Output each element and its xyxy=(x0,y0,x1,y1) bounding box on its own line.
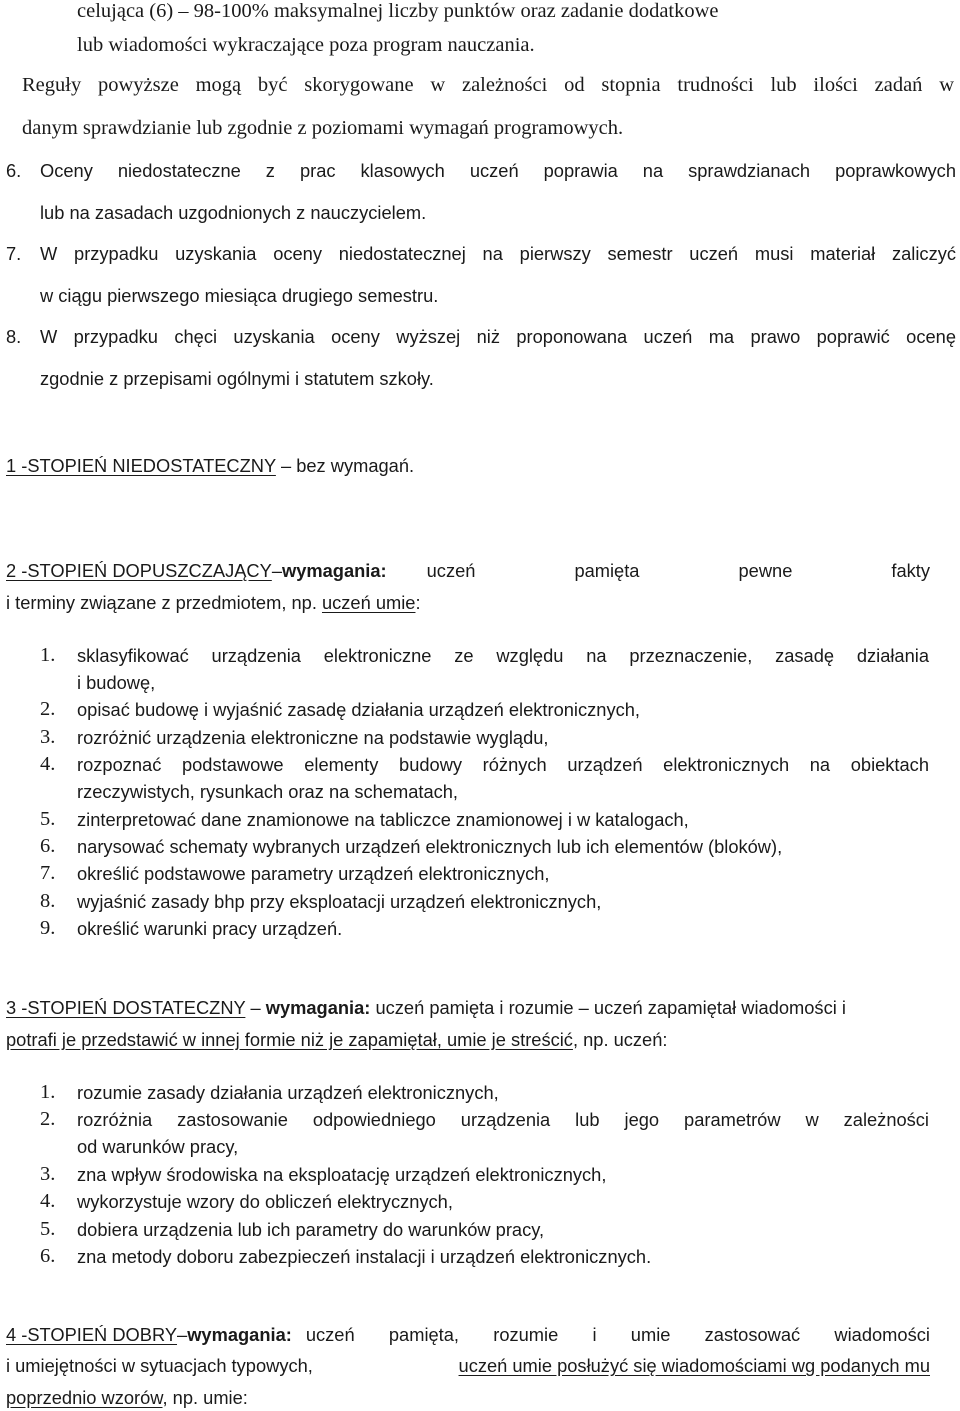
grade-3-title: 3 -STOPIEŃ DOSTATECZNY xyxy=(6,997,246,1018)
rule-number: 8. xyxy=(6,326,22,347)
word: zastosować xyxy=(704,1324,801,1345)
list-item: rozróżnia zastosowanie odpowiedniego urządzenia lub jego parametrów w zależności xyxy=(77,1109,929,1130)
text: : xyxy=(415,592,421,613)
list-number: 2. xyxy=(40,1108,56,1130)
word: uczeń xyxy=(426,560,476,581)
list-item: wykorzystuje wzory do obliczeń elektrycznych, xyxy=(77,1191,453,1212)
list-item: opisać budowę i wyjaśnić zasadę działania urządzeń elektronicznych, xyxy=(77,699,640,720)
text-line: lub wiadomości wykraczające poza program nauczania. xyxy=(77,34,535,56)
list-number: 4. xyxy=(40,753,56,775)
word: pewne xyxy=(738,560,793,581)
dash: – xyxy=(177,1324,188,1345)
grade-1-title: 1 -STOPIEŃ NIEDOSTATECZNY xyxy=(6,455,276,476)
text: , np. uczeń: xyxy=(572,1029,668,1050)
list-item: dobiera urządzenia lub ich parametry do warunków pracy, xyxy=(77,1219,545,1240)
list-number: 3. xyxy=(40,726,56,748)
word: rozumie xyxy=(493,1324,559,1345)
list-item: rozróżnić urządzenia elektroniczne na podstawie wyglądu, xyxy=(77,727,549,748)
grade-2-intro-line2 xyxy=(6,592,421,614)
grade-4-intro-line3 xyxy=(6,1387,248,1409)
text-underlined: uczeń umie posłużyć się wiadomościami wg podanych mu xyxy=(458,1355,930,1376)
rule-text: lub na zasadach uzgodnionych z nauczycielem. xyxy=(40,202,427,223)
list-number: 3. xyxy=(40,1163,56,1185)
dash: – xyxy=(245,997,266,1018)
list-number: 1. xyxy=(40,644,56,666)
word: wiadomości xyxy=(834,1324,930,1345)
list-item: rozumie zasady działania urządzeń elektronicznych, xyxy=(77,1082,499,1103)
list-item: rozpoznać podstawowe elementy budowy różnych urządzeń elektronicznych na obiektach xyxy=(77,754,929,775)
rule-text: Oceny niedostateczne z prac klasowych uczeń poprawia na sprawdzianach poprawkowych xyxy=(40,160,956,181)
text: i umiejętności w sytuacjach typowych, xyxy=(6,1355,313,1376)
list-number: 6. xyxy=(40,835,56,857)
grade-3-heading xyxy=(6,997,846,1019)
list-item: określić podstawowe parametry urządzeń elektronicznych, xyxy=(77,863,550,884)
text: , np. umie: xyxy=(162,1387,248,1408)
grade-1-heading xyxy=(6,455,414,477)
list-item: zna wpływ środowiska na eksploatację urządzeń elektronicznych, xyxy=(77,1164,607,1185)
list-item: od warunków pracy, xyxy=(77,1136,239,1157)
list-number: 4. xyxy=(40,1190,56,1212)
rule-text: w ciągu pierwszego miesiąca drugiego semestru. xyxy=(40,285,439,306)
list-number: 5. xyxy=(40,808,56,830)
list-item: narysować schematy wybranych urządzeń elektronicznych lub ich elementów (bloków), xyxy=(77,836,783,857)
list-number: 5. xyxy=(40,1218,56,1240)
requirements-label: wymagania: xyxy=(265,997,371,1018)
word: fakty xyxy=(891,560,930,581)
rule-text: W przypadku uzyskania oceny niedostatecznej na pierwszy semestr uczeń musi materiał zaliczyć xyxy=(40,243,956,264)
list-number: 6. xyxy=(40,1245,56,1267)
requirements-label: wymagania: xyxy=(187,1324,292,1345)
list-number: 7. xyxy=(40,862,56,884)
word: umie xyxy=(630,1324,671,1345)
list-number: 9. xyxy=(40,917,56,939)
word: i xyxy=(592,1324,597,1345)
grade-2-heading xyxy=(6,560,930,582)
list-number: 1. xyxy=(40,1081,56,1103)
text: i terminy związane z przedmiotem, np. xyxy=(6,592,322,613)
grade-1-rest: – bez wymagań. xyxy=(275,455,415,476)
grade-4-intro-line2 xyxy=(6,1355,930,1377)
list-item: rzeczywistych, rysunkach oraz na schematach, xyxy=(77,781,459,802)
text-line: danym sprawdzianie lub zgodnie z poziomami wymagań programowych. xyxy=(22,117,624,139)
text-underlined: potrafi je przedstawić w innej formie niż je zapamiętał, umie je streścić xyxy=(6,1029,573,1050)
grade-2-intro xyxy=(427,560,930,582)
list-item: i budowę, xyxy=(77,672,156,693)
grade-3-intro: uczeń pamięta i rozumie – uczeń zapamiętał wiadomości i xyxy=(370,997,846,1018)
requirements-label: wymagania: xyxy=(281,560,387,581)
list-item: zna metody doboru zabezpieczeń instalacji i urządzeń elektronicznych. xyxy=(77,1246,652,1267)
rule-number: 7. xyxy=(6,243,22,264)
grade-2-title: 2 -STOPIEŃ DOPUSZCZAJĄCY xyxy=(6,560,272,581)
word: pamięta, xyxy=(388,1324,459,1345)
text-line: Reguły powyższe mogą być skorygowane w zależności od stopnia trudności lub ilości zadań w xyxy=(22,74,954,96)
text-underlined: uczeń umie xyxy=(321,592,416,613)
grade-4-title: 4 -STOPIEŃ DOBRY xyxy=(6,1324,178,1345)
grade-4-intro xyxy=(306,1324,930,1346)
list-number: 2. xyxy=(40,698,56,720)
list-item: zinterpretować dane znamionowe na tabliczce znamionowej i w katalogach, xyxy=(77,809,689,830)
rule-text: zgodnie z przepisami ogólnymi i statutem szkoły. xyxy=(40,368,434,389)
list-number: 8. xyxy=(40,890,56,912)
grade-4-heading xyxy=(6,1324,930,1346)
word: pamięta xyxy=(574,560,640,581)
list-item: określić warunki pracy urządzeń. xyxy=(77,918,343,939)
word: uczeń xyxy=(305,1324,355,1345)
rule-text: W przypadku chęci uzyskania oceny wyższej niż proponowana uczeń ma prawo poprawić ocenę xyxy=(40,326,956,347)
text-line: celująca (6) – 98-100% maksymalnej liczby punktów oraz zadanie dodatkowe xyxy=(77,0,719,22)
text-underlined: poprzednio wzorów xyxy=(6,1387,163,1408)
dash: – xyxy=(271,560,282,581)
grade-3-intro-line2 xyxy=(6,1029,667,1051)
rule-number: 6. xyxy=(6,160,22,181)
list-item: wyjaśnić zasady bhp przy eksploatacji urządzeń elektronicznych, xyxy=(77,891,602,912)
list-item: sklasyfikować urządzenia elektroniczne ze względu na przeznaczenie, zasadę działania xyxy=(77,645,929,666)
